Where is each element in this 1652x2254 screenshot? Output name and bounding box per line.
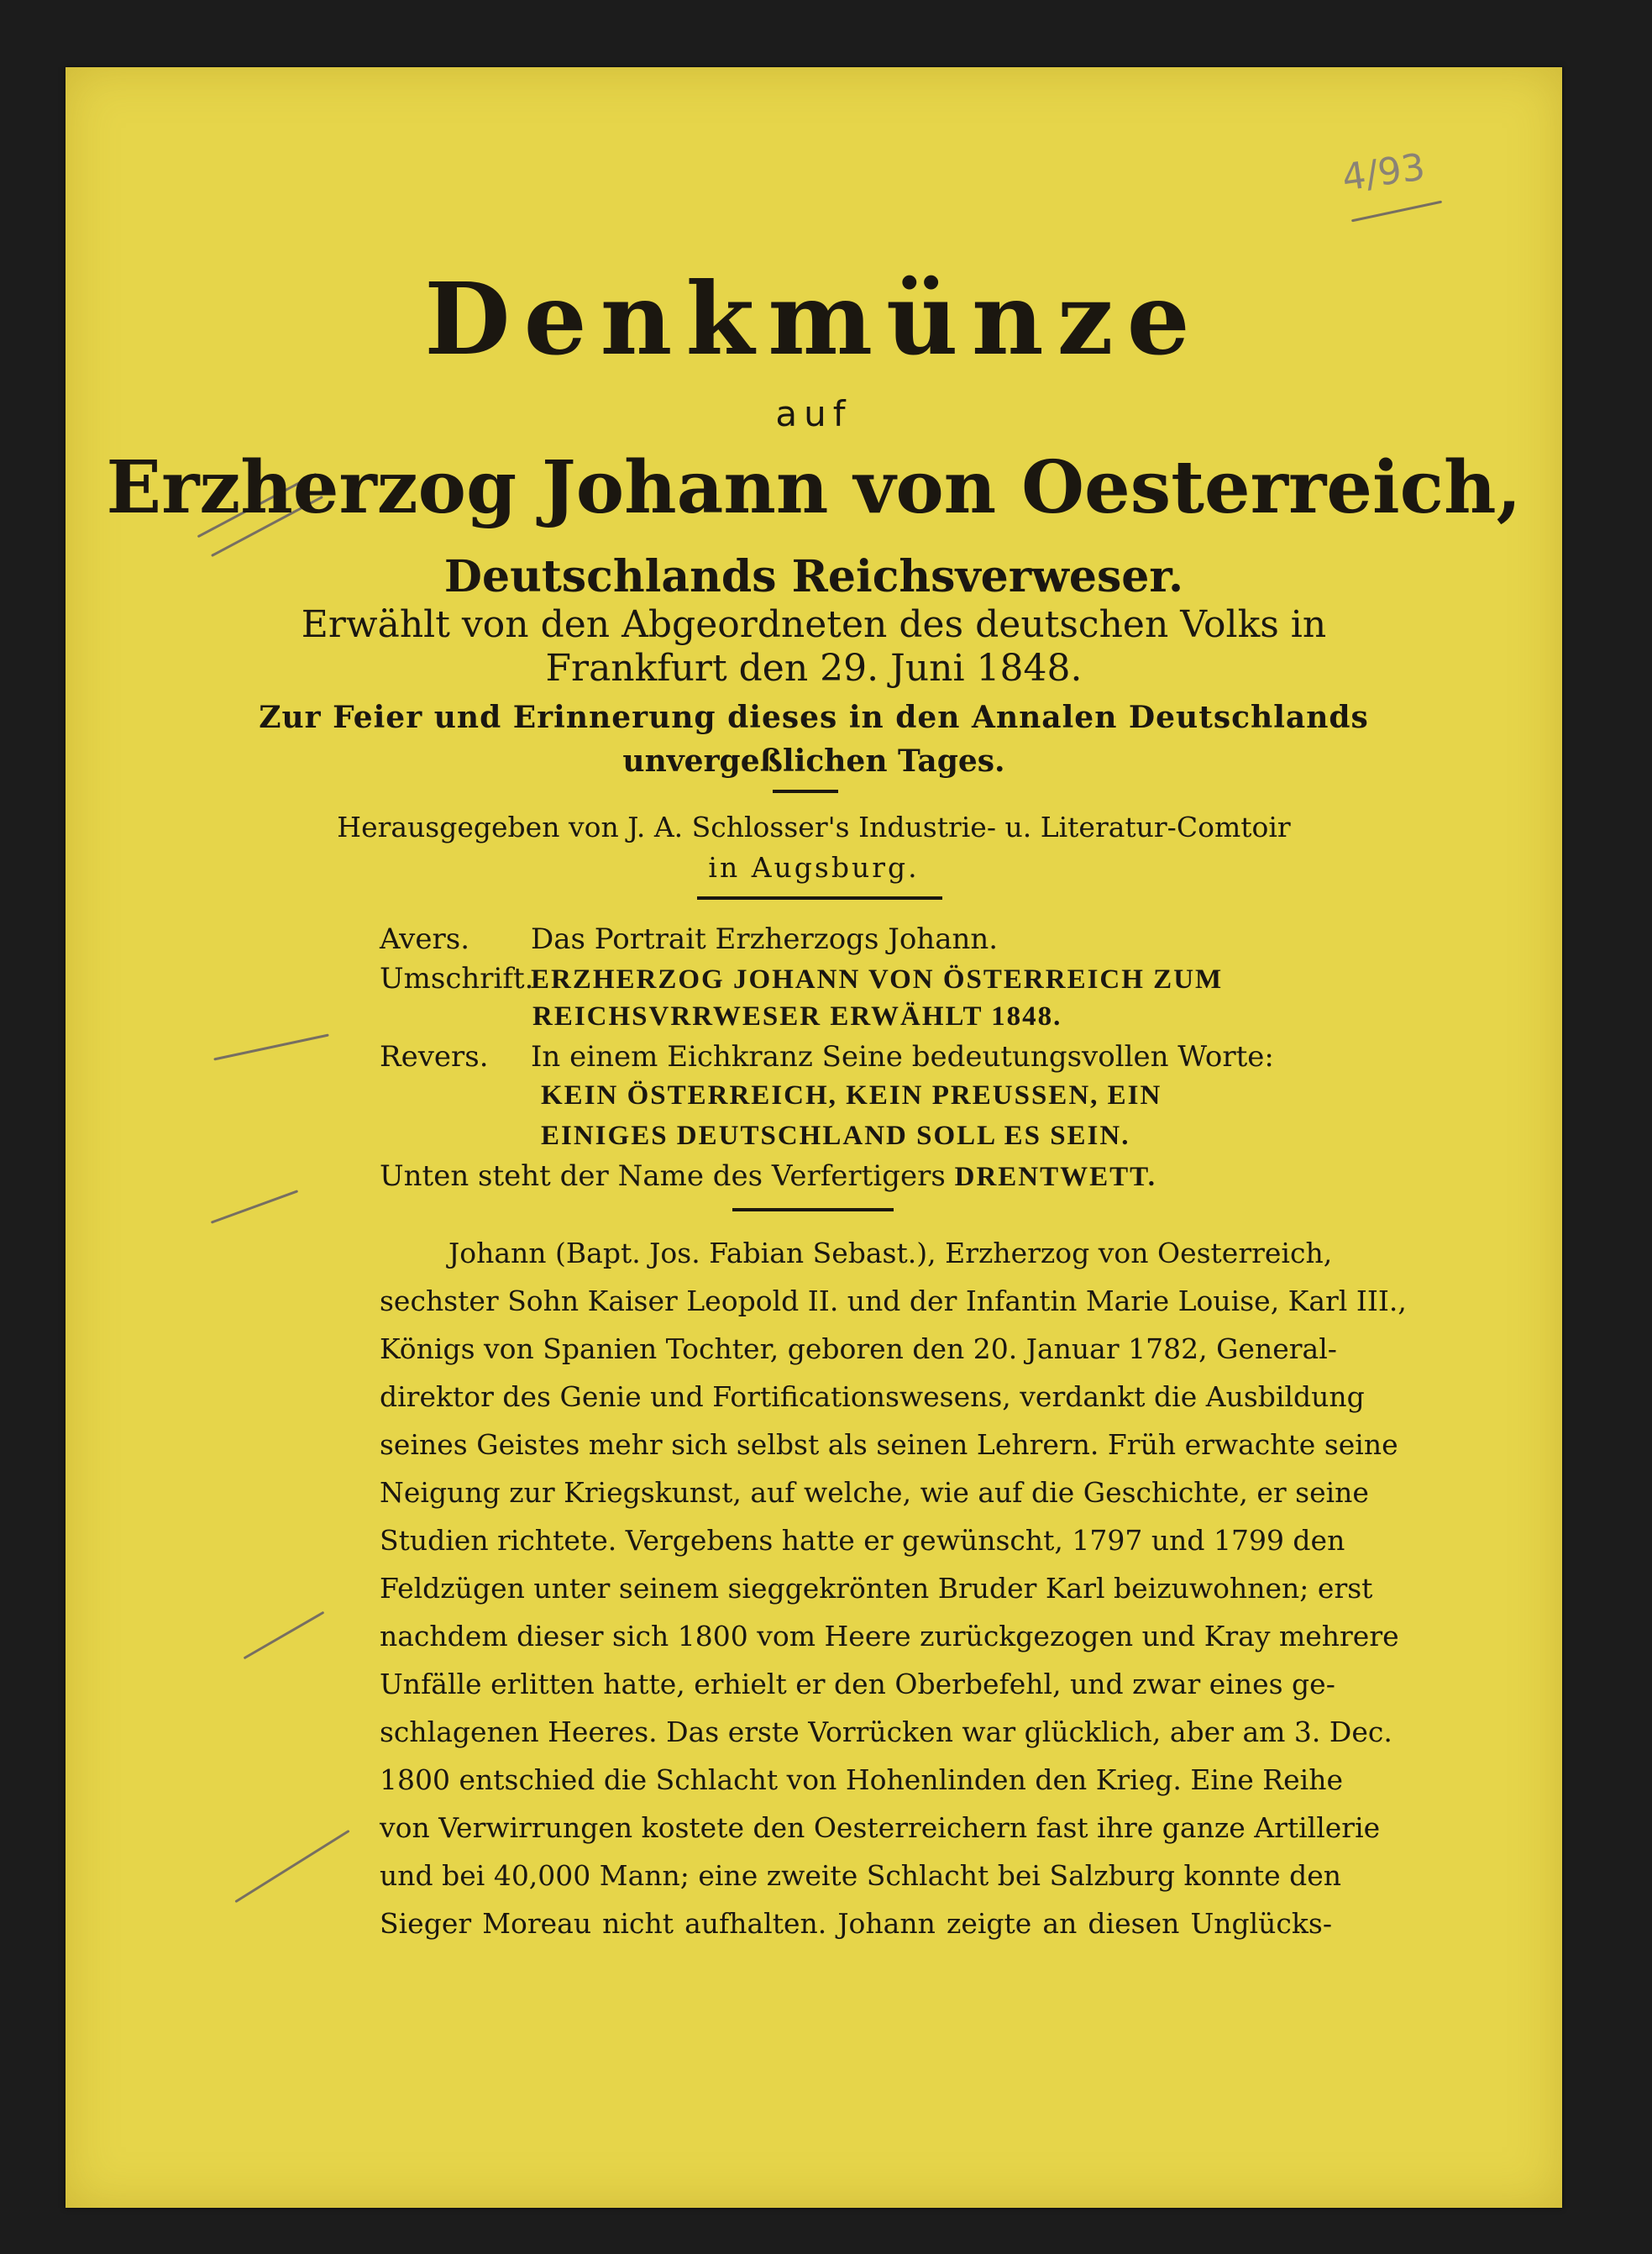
revers-row — [380, 1040, 1274, 1074]
divider — [732, 1208, 894, 1211]
pencil-mark — [244, 1611, 325, 1660]
biography-line: seines Geistes mehr sich selbst als seinen Lehrern. Früh erwachte seine — [380, 1428, 1398, 1461]
revers-inscription: EINIGES DEUTSCHLAND SOLL ES SEIN. — [541, 1121, 1130, 1151]
avers-label: Avers. — [380, 922, 470, 956]
avers-text: Das Portrait Erzherzogs Johann. — [531, 922, 999, 956]
title: Denkmünze — [424, 260, 1204, 377]
pencil-mark — [211, 1190, 298, 1223]
avers-row — [380, 922, 998, 956]
biography-line: sechster Sohn Kaiser Leopold II. und der Infantin Marie Louise, Karl III., — [380, 1285, 1407, 1317]
biography-line: direktor des Genie und Fortificationswesens, verdankt die Ausbildung — [380, 1380, 1365, 1413]
divider — [773, 790, 838, 793]
election-line: Erwählt von den Abgeordneten des deutschen Volks in — [301, 603, 1327, 646]
revers-inscription: KEIN ÖSTERREICH, KEIN PREUSSEN, EIN — [541, 1080, 1162, 1111]
pencil-mark — [213, 1033, 329, 1060]
maker-name: DRENTWETT. — [954, 1162, 1156, 1192]
umschrift-text: ERZHERZOG JOHANN VON ÖSTERREICH ZUM — [531, 964, 1224, 995]
publisher-line: in Augsburg. — [708, 851, 920, 884]
biography-line: von Verwirrungen kostete den Oesterreichern fast ihre ganze Artillerie — [380, 1811, 1381, 1844]
subject-heading: Erzherzog Johann von Oesterreich, — [106, 445, 1522, 530]
biography-line: Johann (Bapt. Jos. Fabian Sebast.), Erzherzog von Oesterreich, — [448, 1237, 1333, 1269]
revers-text: In einem Eichkranz Seine bedeutungsvollen Worte: — [531, 1040, 1274, 1074]
biography-line: Studien richtete. Vergebens hatte er gewünscht, 1797 und 1799 den — [380, 1524, 1345, 1557]
biography-line: schlagenen Heeres. Das erste Vorrücken war glücklich, aber am 3. Dec. — [380, 1715, 1392, 1748]
biography-line: Sieger Moreau nicht aufhalten. Johann zeigte an diesen Unglücks- — [380, 1907, 1332, 1940]
maker-text: Unten steht der Name des Verfertigers — [380, 1159, 946, 1193]
biography-line: und bei 40,000 Mann; eine zweite Schlacht bei Salzburg konnte den — [380, 1859, 1342, 1892]
revers-label: Revers. — [380, 1040, 489, 1074]
biography-line: Neigung zur Kriegskunst, auf welche, wie auf die Geschichte, er seine — [380, 1476, 1369, 1509]
pencil-mark — [1351, 201, 1442, 223]
pencil-mark — [234, 1830, 349, 1903]
maker-row — [380, 1159, 1156, 1193]
dedication-line: unvergeßlichen Tages. — [622, 743, 1005, 779]
biography-line: Feldzügen unter seinem sieggekrönten Bruder Karl beizuwohnen; erst — [380, 1572, 1373, 1605]
dedication-line: Zur Feier und Erinnerung dieses in den Annalen Deutschlands — [259, 700, 1369, 735]
document-sheet — [66, 67, 1562, 2208]
umschrift-text: REICHSVRRWESER ERWÄHLT 1848. — [532, 1001, 1062, 1032]
auf-line: auf — [775, 393, 852, 434]
pencil-note: 4/93 — [1339, 145, 1428, 200]
umschrift-label: Umschrift. — [380, 962, 534, 996]
biography-line: Unfälle erlitten hatte, erhielt er den Oberbefehl, und zwar eines ge- — [380, 1668, 1335, 1700]
biography-line: Königs von Spanien Tochter, geboren den 20. Januar 1782, General- — [380, 1332, 1337, 1365]
election-line: Frankfurt den 29. Juni 1848. — [545, 647, 1083, 690]
divider — [697, 896, 942, 900]
biography-line: nachdem dieser sich 1800 vom Heere zurückgezogen und Kray mehrere — [380, 1620, 1399, 1652]
umschrift-row — [380, 962, 1223, 996]
publisher-line: Herausgegeben von J. A. Schlosser's Industrie- u. Literatur-Comtoir — [337, 811, 1291, 843]
office-heading: Deutschlands Reichsverweser. — [443, 551, 1184, 602]
biography-line: 1800 entschied die Schlacht von Hohenlinden den Krieg. Eine Reihe — [380, 1763, 1343, 1796]
